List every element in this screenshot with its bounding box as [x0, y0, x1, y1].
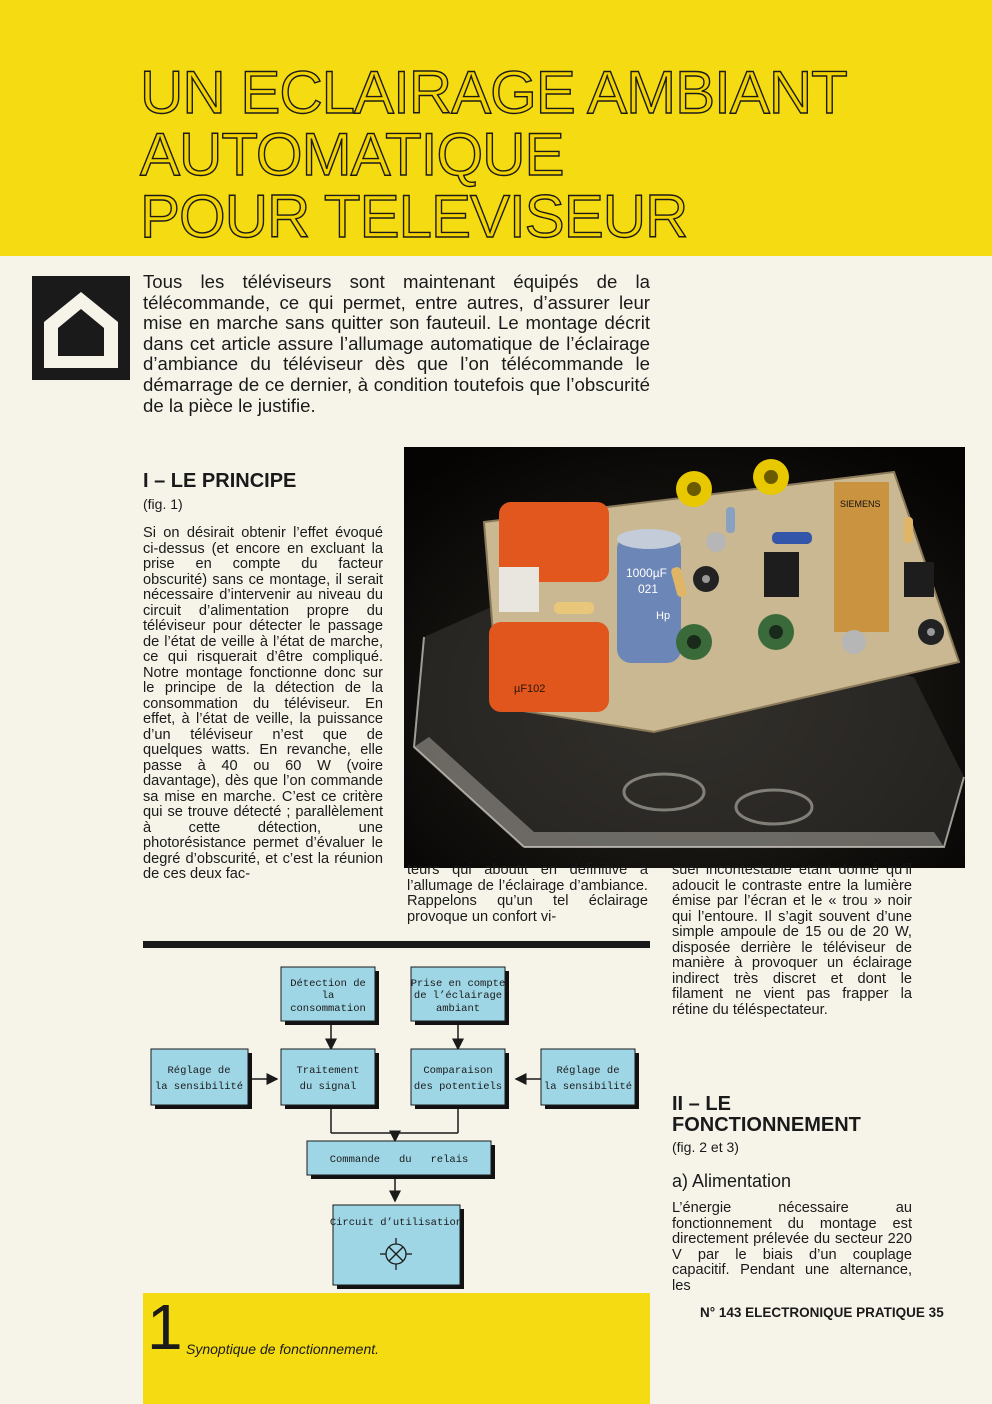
subsection-heading-alimentation: a) Alimentation — [672, 1171, 792, 1191]
diagram-traitement-line2: du signal — [299, 1081, 357, 1093]
capacitor-value-label: 1000µF — [626, 566, 667, 580]
column-3-text: suel incontestable étant donné qu’il adoucit le contraste entre la lumière émise par l’écran et le « trou » noir qui l’entoure. Il s’agit souvent d’une simple ampoule de 15 ou de 20 W, disposée derrière le téléviseur de manière à provoquer un éclairage indirect très discret et dont le filament ne vient pas frapper la rétine du téléspectateur. — [672, 862, 912, 1018]
title-line-1: UN ECLAIRAGE AMBIANT — [140, 59, 847, 126]
circuit-board-photo — [404, 447, 965, 868]
column-1-text: Si on désirait obtenir l’effet évoqué ci-dessus (et encore en excluant la prise en compte du facteur obscurité) sans ce montage, il serait nécessaire d’intervenir au niveau du circuit d’alimentation propre du téléviseur pour détecter le passage de l’état de veille à l’état de marche, ce qui risquerait d’être compliqué. Notre montage fonctionne donc sur le principe de la détection de la consommation du téléviseur. En effet, à l’état de veille, la puissance d’un téléviseur n’est que de quelques watts. En revanche, elle passe à 40 ou 60 W (voire davantage), dès que l’on commande sa mise en marche. C’est ce critère qui se trouve détecté ; parallèlement à cette détection, une photorésistance permet d’évaluer le degré d’obscurité, et c’est la réunion de ces deux fac- — [143, 525, 383, 882]
section2-line1: II – LE — [672, 1093, 731, 1115]
section-heading-fonctionnement — [672, 1094, 861, 1136]
diagram-reglage-left-line2: la sensibilité — [154, 1081, 244, 1093]
diagram-commande: Commande du relais — [329, 1154, 469, 1166]
figure-top-rule — [143, 941, 650, 948]
diagram-detection-line2: la — [321, 990, 335, 1002]
title-line-3: POUR TELEVISEUR — [140, 183, 688, 250]
fig-ref-2-3: (fig. 2 et 3) — [672, 1139, 739, 1155]
section2-line2: FONCTIONNEMENT — [672, 1114, 861, 1136]
intro-paragraph: Tous les téléviseurs sont maintenant équipés de la télécommande, ce qui permet, entre autres, d’assurer leur mise en marche sans quitter son fauteuil. Le montage décrit dans cet article assure l’allumage automatique de l’éclairage d’ambiance du téléviseur dès que l’on télécommande le démarrage de ce dernier, à condition toutefois que l’obscurité de la pièce le justifie. — [143, 271, 650, 416]
capacitor-code-label: 021 — [638, 582, 659, 596]
diagram-detection-line1: Détection de — [290, 978, 366, 990]
diagram-comparaison-line2: des potentiels — [413, 1081, 503, 1093]
capacitor-hp-label: Hp — [656, 610, 671, 622]
fig-ref-1: (fig. 1) — [143, 496, 183, 512]
diagram-comparaison-line1: Comparaison — [423, 1065, 493, 1077]
diagram-detection-line3: consommation — [290, 1003, 366, 1015]
column-2-text: teurs qui aboutit en définitive à l’allumage de l’éclairage d’ambiance. Rappelons qu’un tel éclairage provoque un confort vi- — [407, 862, 648, 925]
house-logo-icon — [32, 276, 130, 380]
relay-label: SIEMENS — [840, 499, 881, 509]
diagram-reglage-left-line1: Réglage de — [167, 1065, 231, 1077]
diagram-traitement-line1: Traitement — [296, 1065, 360, 1077]
diagram-reglage-right-line1: Réglage de — [556, 1065, 620, 1077]
alimentation-text: L’énergie nécessaire au fonctionnement du montage est directement prélevée du secteur 220 V par le biais d’un couplage capacitif. Pendant une alternance, les — [672, 1200, 912, 1294]
article-title — [140, 59, 847, 250]
title-line-2: AUTOMATIQUE — [140, 121, 564, 188]
figure-number: 1 — [147, 1291, 183, 1363]
page-footer: N° 143 ELECTRONIQUE PRATIQUE 35 — [700, 1305, 944, 1320]
block-diagram — [143, 955, 650, 1295]
diagram-prise-line3: ambiant — [435, 1003, 481, 1015]
diagram-circuit: Circuit d’utilisation — [329, 1217, 463, 1229]
diagram-reglage-right-line2: la sensibilité — [543, 1081, 633, 1093]
diagram-prise-line2: de l’éclairage — [413, 990, 503, 1002]
figure-caption: Synoptique de fonctionnement. — [186, 1341, 380, 1357]
film-cap-label: µF102 — [514, 683, 546, 695]
section-heading-principe: I – LE PRINCIPE — [143, 470, 297, 492]
diagram-prise-line1: Prise en compte — [410, 978, 506, 990]
